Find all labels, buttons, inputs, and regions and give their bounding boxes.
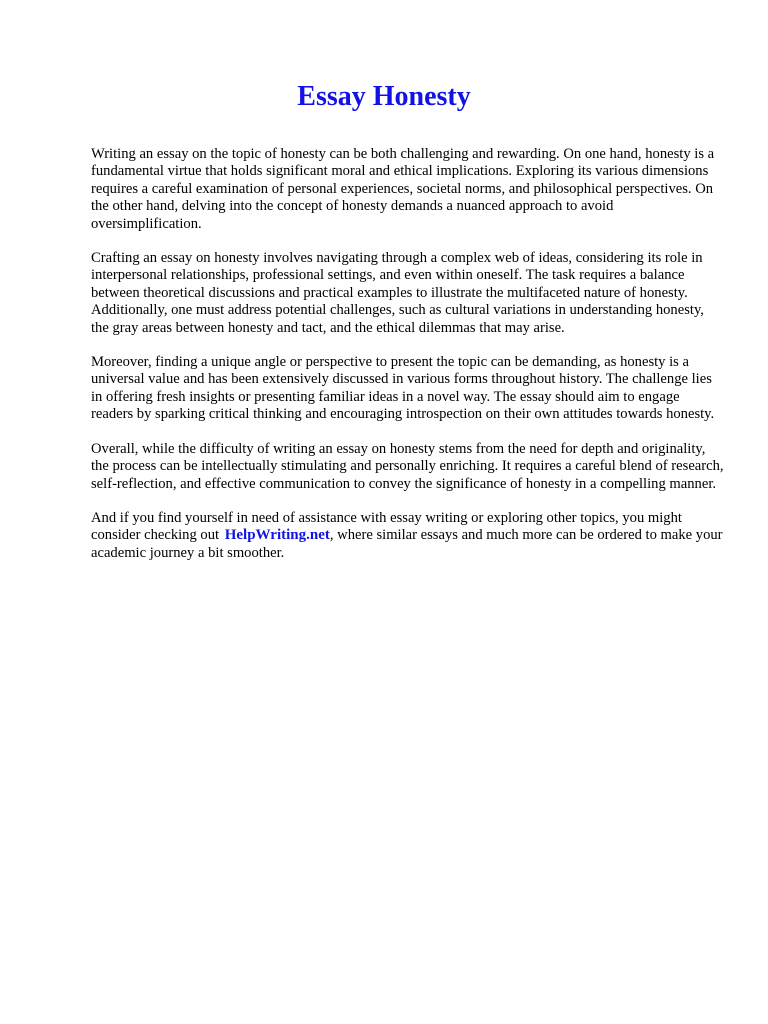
closing-text-after-link: , where similar essays and much more can be ordered to make your academic journey a bit smoother. [91, 527, 723, 561]
essay-body [91, 146, 725, 579]
paragraph-3: Moreover, finding a unique angle or perspective to present the topic can be demanding, as honesty is a universal value and has been extensively discussed in various forms throughout history. The challenge lies in offering fresh insights or presenting familiar ideas in a novel way. The essay should aim to engage readers by sparking critical thinking and encouraging introspection on their own attitudes towards honesty. [91, 354, 715, 423]
paragraph-1: Writing an essay on the topic of honesty can be both challenging and rewarding. On one hand, honesty is a fundamental virtue that holds significant moral and ethical implications. Exploring its various dimensions requires a careful examination of personal experiences, societal norms, and philosophical perspectives. On the other hand, delving into the concept of honesty demands a nuanced approach to avoid oversimplification. [91, 146, 715, 232]
paragraph-4: Overall, while the difficulty of writing an essay on honesty stems from the need for depth and originality, the process can be intellectually stimulating and personally enriching. It requires a careful blend of research, self-reflection, and effective communication to convey the significance of honesty in a compelling manner. [91, 440, 724, 492]
closing-paragraph [91, 510, 725, 562]
helpwriting-link[interactable]: HelpWriting.net [224, 527, 330, 544]
page-title: Essay Honesty [297, 81, 471, 112]
closing-text-before-link: And if you find yourself in need of assistance with essay writing or exploring other topics, you might consider checking out [91, 509, 682, 544]
paragraph-2: Crafting an essay on honesty involves navigating through a complex web of ideas, considering its role in interpersonal relationships, professional settings, and even within oneself. The task requires a balance between theoretical discussions and practical examples to illustrate the multifaceted nature of honesty. Additionally, one must address potential challenges, such as cultural variations in understanding honesty, the gray areas between honesty and tact, and the ethical dilemmas that may arise. [91, 250, 704, 336]
